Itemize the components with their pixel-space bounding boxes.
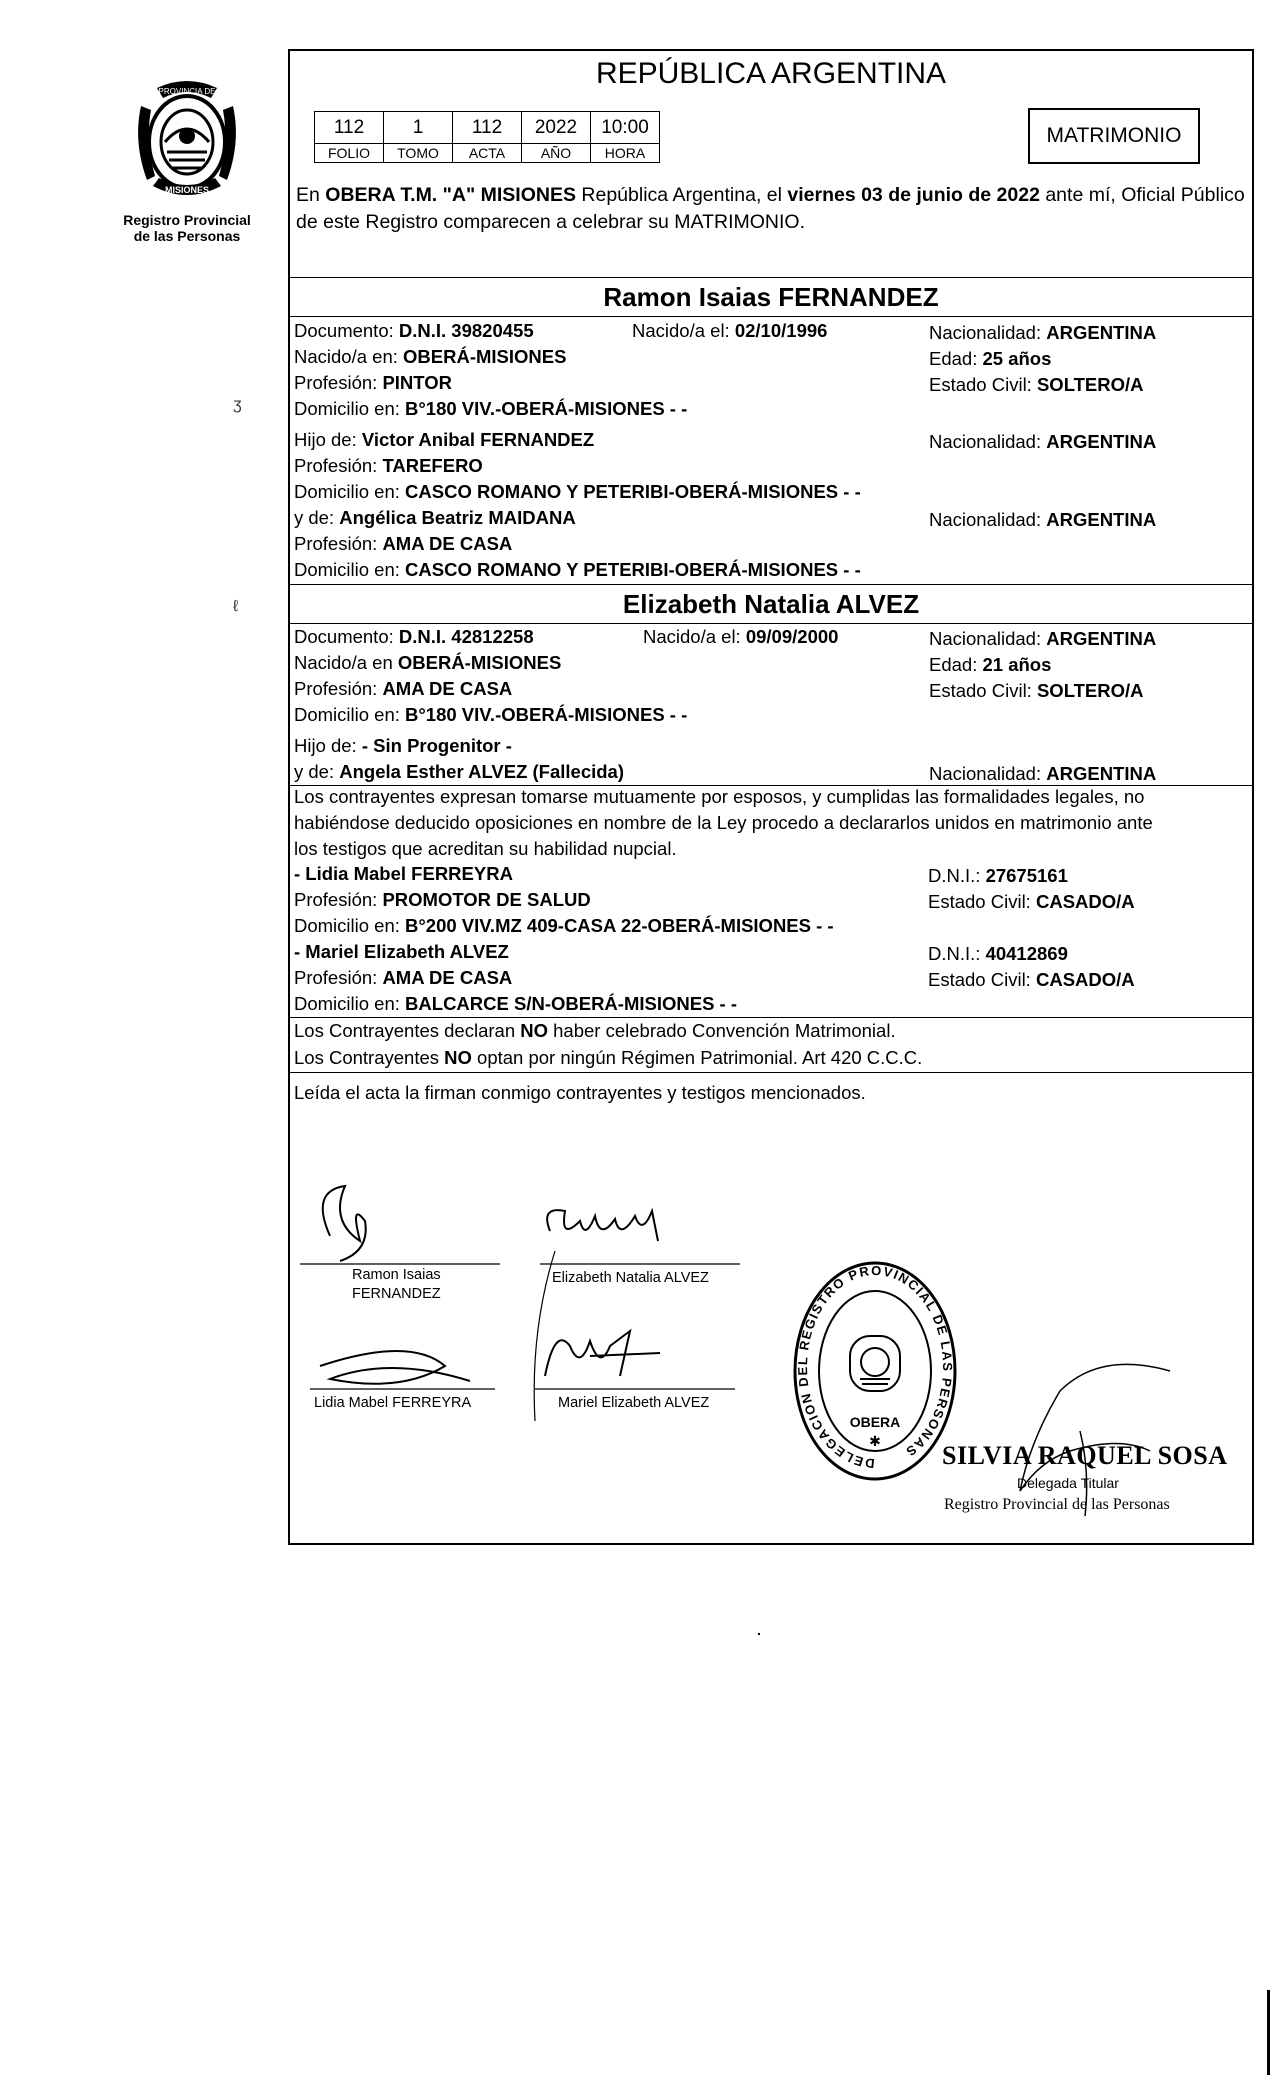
registry-caption-line1: Registro Provincial <box>123 212 251 228</box>
officer-role: Delegada Titular <box>1017 1475 1119 1491</box>
spouse1-address: Domicilio en: B°180 VIV.-OBERÁ-MISIONES - - <box>294 398 688 419</box>
signature-name-ramon: Ramon Isaias FERNANDEZ <box>352 1267 441 1302</box>
spouse1-father-address: Domicilio en: CASCO ROMANO Y PETERIBI-OBERÁ-MISIONES - - <box>294 481 861 502</box>
margin-mark: ℓ <box>233 598 239 615</box>
registry-logo <box>112 76 262 244</box>
registry-caption <box>112 212 262 244</box>
witness2-dni: D.N.I.: 40412869 <box>928 943 1068 964</box>
spouse1-father: Hijo de: Victor Anibal FERNANDEZ <box>294 429 595 450</box>
regime-line1: Los Contrayentes declaran NO haber celebrado Convención Matrimonial. <box>294 1020 896 1041</box>
official-stamp <box>790 1254 960 1489</box>
closing-statement: Leída el acta la firman conmigo contrayentes y testigos mencionados. <box>294 1082 866 1103</box>
signature-elizabeth <box>547 1210 658 1241</box>
spouse2-name: Elizabeth Natalia ALVEZ <box>622 589 920 619</box>
spouse2-nationality: Nacionalidad: ARGENTINA <box>929 628 1157 649</box>
document-title: REPÚBLICA ARGENTINA <box>595 57 947 90</box>
hora-label: HORA <box>591 144 660 163</box>
margin-mark: ʒ <box>233 396 242 413</box>
spouse2-mother: y de: Angela Esther ALVEZ (Fallecida) <box>294 761 625 782</box>
registry-caption-line2: de las Personas <box>133 228 241 244</box>
spouse1-documento: Documento: D.N.I. 39820455 <box>294 320 534 341</box>
intro-suffix: ante mí, Oficial Público de este Registro comparecen a celebrar su MATRIMONIO. <box>296 184 1245 233</box>
spouse1-birthdate: Nacido/a el: 02/10/1996 <box>632 320 828 341</box>
svg-text:✱: ✱ <box>869 1433 881 1449</box>
folio-value: 112 <box>315 112 384 144</box>
coat-of-arms-icon <box>127 76 247 206</box>
declaration-line2: habiéndose deducido oposiciones en nombre de la Ley procedo a declararlos unidos en matrimonio ante <box>294 812 1153 833</box>
divider <box>290 1017 1252 1018</box>
officer-office: Registro Provincial de las Personas <box>944 1496 1170 1513</box>
svg-text:MISIONES: MISIONES <box>164 185 210 195</box>
intro-prefix: En <box>296 184 326 206</box>
witness2-address: Domicilio en: BALCARCE S/N-OBERÁ-MISIONES - - <box>294 993 738 1014</box>
spouse2-documento: Documento: D.N.I. 42812258 <box>294 626 534 647</box>
spouse2-civil-status: Estado Civil: SOLTERO/A <box>929 680 1144 701</box>
anio-label: AÑO <box>522 144 591 163</box>
hora-value: 10:00 <box>591 112 660 144</box>
reference-table <box>314 111 660 163</box>
signature-mariel <box>545 1331 660 1376</box>
acta-value: 112 <box>453 112 522 144</box>
tomo-label: TOMO <box>384 144 453 163</box>
speck <box>758 1633 760 1635</box>
signature-name-mariel: Mariel Elizabeth ALVEZ <box>558 1395 710 1411</box>
spouse1-birthplace: Nacido/a en: OBERÁ-MISIONES <box>294 346 567 367</box>
regime-line2: Los Contrayentes NO optan por ningún Régimen Patrimonial. Art 420 C.C.C. <box>294 1047 923 1068</box>
signature-lidia <box>320 1351 470 1384</box>
stamp-center-text: OBERA <box>849 1414 901 1430</box>
folio-label: FOLIO <box>315 144 384 163</box>
officer-name: SILVIA RAQUEL SOSA <box>942 1441 1228 1470</box>
signature-name-lidia: Lidia Mabel FERREYRA <box>314 1395 472 1411</box>
witness1-profession: Profesión: PROMOTOR DE SALUD <box>294 889 591 910</box>
witness1-name: - Lidia Mabel FERREYRA <box>294 863 513 884</box>
witness1-civil-status: Estado Civil: CASADO/A <box>928 891 1135 912</box>
intro-date: viernes 03 de junio de 2022 <box>787 184 1040 206</box>
witness1-address: Domicilio en: B°200 VIV.MZ 409-CASA 22-OBERÁ-MISIONES - - <box>294 915 834 936</box>
anio-value: 2022 <box>522 112 591 144</box>
spouse1-civil-status: Estado Civil: SOLTERO/A <box>929 374 1144 395</box>
witness1-dni: D.N.I.: 27675161 <box>928 865 1068 886</box>
spouse2-mother-nationality: Nacionalidad: ARGENTINA <box>929 763 1157 784</box>
spouse1-profession: Profesión: PINTOR <box>294 372 452 393</box>
spouse1-name: Ramon Isaias FERNANDEZ <box>603 282 939 312</box>
tomo-value: 1 <box>384 112 453 144</box>
spouse1-nationality: Nacionalidad: ARGENTINA <box>929 322 1157 343</box>
spouse2-birthdate: Nacido/a el: 09/09/2000 <box>643 626 839 647</box>
witness2-profession: Profesión: AMA DE CASA <box>294 967 513 988</box>
spouse2-father: Hijo de: - Sin Progenitor - <box>294 735 512 756</box>
intro-place: OBERA T.M. "A" MISIONES <box>325 184 576 206</box>
intro-middle: República Argentina, el <box>575 184 788 206</box>
svg-text:PROVINCIA DE: PROVINCIA DE <box>158 87 216 96</box>
marriage-certificate <box>288 49 1254 1545</box>
acta-label: ACTA <box>453 144 522 163</box>
spouse2-birthplace: Nacido/a en OBERÁ-MISIONES <box>294 652 562 673</box>
record-type-box: MATRIMONIO <box>1028 108 1200 164</box>
spouse2-profession: Profesión: AMA DE CASA <box>294 678 513 699</box>
declaration-line1: Los contrayentes expresan tomarse mutuamente por esposos, y cumplidas las formalidades legales, no <box>294 786 1145 807</box>
spouse1-age: Edad: 25 años <box>929 348 1052 369</box>
signature-ramon <box>323 1186 366 1261</box>
spouse1-mother: y de: Angélica Beatriz MAIDANA <box>294 507 576 528</box>
spouse1-mother-profession: Profesión: AMA DE CASA <box>294 533 513 554</box>
stamp-emblem-icon <box>850 1336 900 1391</box>
divider <box>290 1072 1252 1073</box>
signature-name-elizabeth: Elizabeth Natalia ALVEZ <box>552 1270 709 1286</box>
spouse1-father-nationality: Nacionalidad: ARGENTINA <box>929 431 1157 452</box>
declaration-line3: los testigos que acreditan su habilidad nupcial. <box>294 838 677 859</box>
edge-mark <box>1267 1990 1270 2075</box>
stamp-ring-text: DELEGACION DEL REGISTRO PROVINCIAL DE LAS PERSONAS <box>794 1262 956 1472</box>
spouse1-mother-address: Domicilio en: CASCO ROMANO Y PETERIBI-OBERÁ-MISIONES - - <box>294 559 861 580</box>
spouse2-age: Edad: 21 años <box>929 654 1052 675</box>
spouse2-address: Domicilio en: B°180 VIV.-OBERÁ-MISIONES - - <box>294 704 688 725</box>
spouse1-mother-nationality: Nacionalidad: ARGENTINA <box>929 509 1157 530</box>
spouse1-father-profession: Profesión: TAREFERO <box>294 455 483 476</box>
divider <box>290 623 1252 624</box>
witness2-name: - Mariel Elizabeth ALVEZ <box>294 941 509 962</box>
witness2-civil-status: Estado Civil: CASADO/A <box>928 969 1135 990</box>
divider <box>290 584 1252 585</box>
divider <box>290 316 1252 317</box>
intro-paragraph <box>296 182 1246 236</box>
divider <box>290 277 1252 278</box>
